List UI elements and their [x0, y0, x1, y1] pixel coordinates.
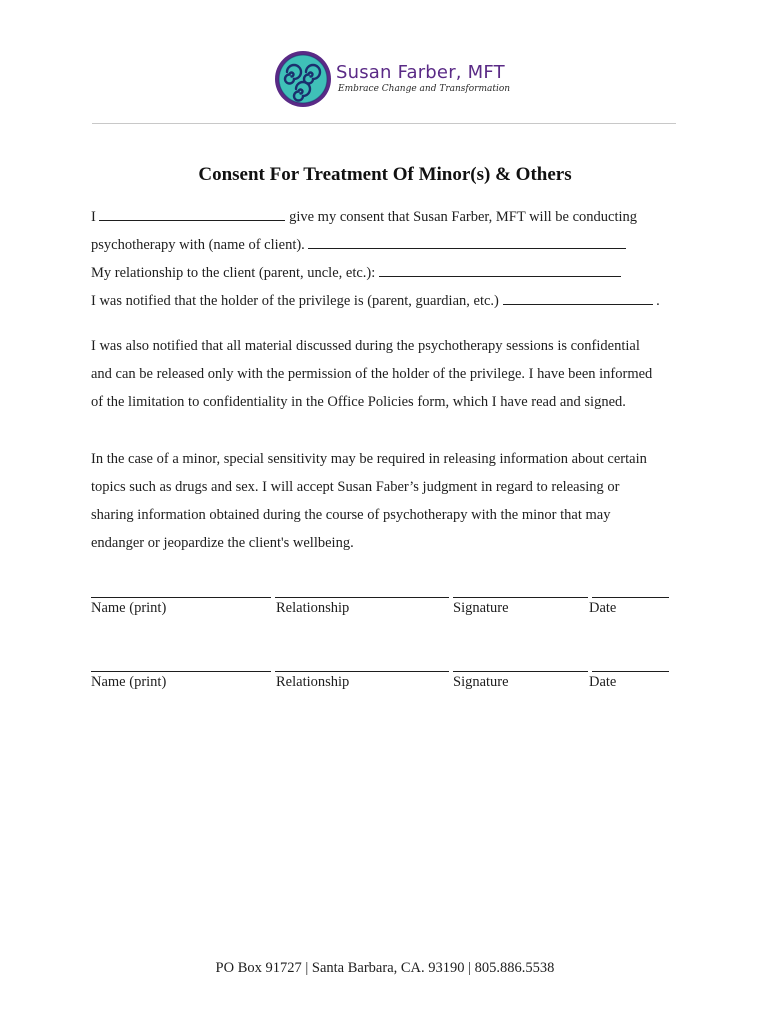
name-print-label: Name (print) — [91, 600, 167, 616]
consent-line-4 — [91, 291, 660, 310]
relationship-field-1[interactable] — [275, 597, 449, 598]
brand-header — [274, 50, 510, 108]
relationship-label: Relationship — [276, 600, 350, 616]
para2-line: In the case of a minor, special sensitivity may be required in releasing information about certain — [91, 451, 647, 467]
para2-line: endanger or jeopardize the client's wellbeing. — [91, 535, 354, 551]
client-name-blank[interactable] — [308, 235, 626, 249]
consent-line-1 — [91, 207, 637, 226]
date-field-2[interactable] — [592, 671, 669, 672]
brand-name: Susan Farber, MFT — [336, 62, 505, 83]
header-divider — [92, 123, 676, 124]
para1-line: and can be released only with the permission of the holder of the privilege. I have been informed — [91, 366, 653, 382]
form-title: Consent For Treatment Of Minor(s) & Others — [198, 164, 572, 185]
date-label: Date — [589, 600, 617, 616]
relationship-field-2[interactable] — [275, 671, 449, 672]
line1-prefix: I — [91, 209, 96, 225]
line4-prefix: I was notified that the holder of the privilege is (parent, guardian, etc.) — [91, 293, 499, 309]
line1-suffix: give my consent that Susan Farber, MFT will be conducting — [289, 209, 638, 225]
signature-field-1[interactable] — [453, 597, 588, 598]
date-label: Date — [589, 674, 617, 690]
triple-spiral-logo-icon — [274, 50, 332, 108]
para1-line: of the limitation to confidentiality in the Office Policies form, which I have read and signed. — [91, 394, 626, 410]
relationship-label: Relationship — [276, 674, 350, 690]
name-print-field-2[interactable] — [91, 671, 271, 672]
line2-prefix: psychotherapy with (name of client). — [91, 237, 305, 253]
consent-line-3 — [91, 263, 621, 282]
name-print-label: Name (print) — [91, 674, 167, 690]
signature-label: Signature — [453, 674, 509, 690]
consent-line-2 — [91, 235, 626, 254]
privilege-holder-blank[interactable] — [503, 291, 653, 305]
para1-line: I was also notified that all material discussed during the psychotherapy sessions is confidential — [91, 338, 640, 354]
brand-tagline: Embrace Change and Transformation — [338, 84, 511, 94]
date-field-1[interactable] — [592, 597, 669, 598]
para2-line: topics such as drugs and sex. I will accept Susan Faber’s judgment in regard to releasing or — [91, 479, 620, 495]
signature-field-2[interactable] — [453, 671, 588, 672]
consenter-name-blank[interactable] — [99, 207, 285, 221]
line4-suffix: . — [656, 293, 660, 309]
signature-label: Signature — [453, 600, 509, 616]
footer-address: PO Box 91727 | Santa Barbara, CA. 93190 | 805.886.5538 — [215, 960, 555, 976]
relationship-blank[interactable] — [379, 263, 621, 277]
line3-prefix: My relationship to the client (parent, uncle, etc.): — [91, 265, 376, 281]
para2-line: sharing information obtained during the course of psychotherapy with the minor that may — [91, 507, 611, 523]
name-print-field-1[interactable] — [91, 597, 271, 598]
